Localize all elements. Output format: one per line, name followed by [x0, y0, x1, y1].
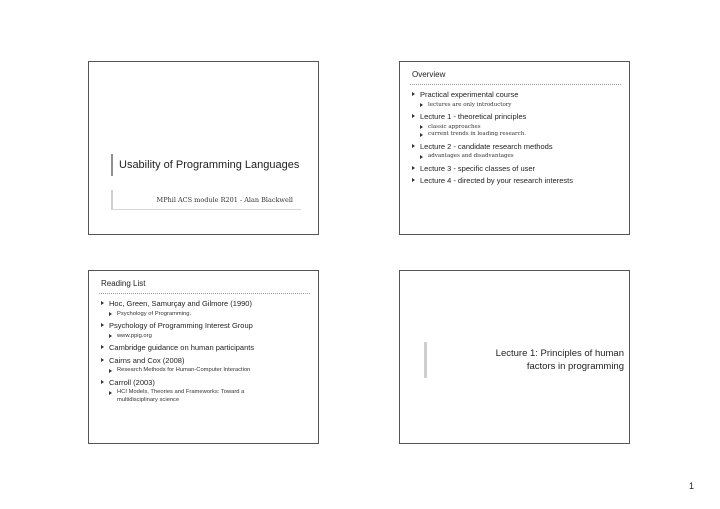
sub-bullet-text: Psychology of Programming.: [117, 310, 192, 317]
bullet-text: Cairns and Cox (2008): [109, 355, 185, 365]
bullet-text: Lecture 2 - candidate research methods: [420, 141, 553, 151]
sub-bullet-text: www.ppig.org: [117, 332, 152, 339]
sub-bullet-text: multidisciplinary science: [117, 396, 180, 403]
page-number: 1: [688, 481, 694, 491]
bullet-triangle-icon: [101, 345, 104, 349]
bullet-list: [101, 299, 312, 404]
slide-title-text: Usability of Programming Languages: [111, 154, 309, 176]
sub-bullet-item: [101, 333, 312, 341]
bullet-triangle-icon: [412, 178, 415, 182]
sub-bullet-item: [412, 131, 623, 139]
sub-bullet-item: [412, 124, 623, 132]
sub-bullet-text: HCI Models, Theories and Frameworks: Toward a: [117, 389, 245, 395]
bullet-text: Psychology of Programming Interest Group: [109, 321, 253, 330]
bullet-item: [412, 176, 623, 186]
sub-bullet-item: [412, 102, 623, 110]
bullet-item: [412, 142, 623, 152]
bullet-triangle-icon: [420, 125, 423, 129]
sub-bullet-item: [412, 153, 623, 161]
lecture-title-line: Lecture 1: Principles of human: [495, 348, 624, 359]
slide-lecture-title: [399, 270, 630, 444]
slide-heading: Overview: [412, 70, 446, 79]
sub-bullet-text: Research Methods for Human-Computer Interaction: [117, 367, 251, 373]
bullet-item: [412, 90, 623, 100]
sub-bullet-text: classic approaches: [428, 123, 481, 130]
bullet-triangle-icon: [412, 166, 415, 170]
bullet-text: Lecture 3 - specific classes of user: [420, 163, 536, 173]
heading-divider: [410, 84, 621, 85]
slide-subtitle: MPhil ACS module R201 - Alan Blackwell: [111, 190, 301, 210]
bullet-triangle-icon: [420, 155, 423, 159]
bullet-triangle-icon: [420, 133, 423, 137]
bullet-item: [101, 321, 312, 331]
slide-heading: Reading List: [101, 279, 146, 288]
bullet-text: Hoc, Green, Samurçay and Gilmore (1990): [109, 299, 252, 308]
sub-bullet-text: current trends in leading research.: [428, 131, 527, 137]
sub-bullet-text: advantages and disadvantages: [428, 153, 514, 159]
bullet-text: Practical experimental course: [420, 90, 519, 99]
bullet-item: [412, 164, 623, 174]
bullet-triangle-icon: [109, 334, 112, 338]
bullet-list: [412, 90, 623, 188]
bullet-triangle-icon: [420, 103, 423, 107]
bullet-text: Lecture 1 - theoretical principles: [420, 112, 527, 121]
sub-bullet-item: [101, 389, 312, 397]
slide-title: [88, 61, 319, 235]
bullet-triangle-icon: [412, 144, 415, 148]
sub-bullet-text: lectures are only introductory: [428, 101, 512, 108]
bullet-item: [101, 343, 312, 353]
sub-bullet-continuation: [101, 397, 312, 405]
bullet-item: [412, 112, 623, 122]
bullet-triangle-icon: [109, 369, 112, 373]
bullet-text: Carroll (2003): [109, 377, 155, 387]
sub-bullet-item: [101, 367, 312, 375]
bullet-triangle-icon: [412, 92, 415, 96]
bullet-item: [101, 378, 312, 388]
lecture-title: [424, 342, 624, 378]
heading-divider: [99, 293, 310, 294]
slide-reading-list: [88, 270, 319, 444]
bullet-text: Lecture 4 - directed by your research interests: [420, 176, 573, 185]
lecture-title-line: factors in programming: [526, 361, 624, 372]
sub-bullet-item: [101, 311, 312, 319]
bullet-triangle-icon: [101, 323, 104, 327]
bullet-triangle-icon: [109, 312, 112, 316]
bullet-item: [101, 299, 312, 309]
bullet-text: Cambridge guidance on human participants: [109, 343, 255, 352]
bullet-triangle-icon: [101, 358, 104, 362]
slide-overview: [399, 61, 630, 235]
bullet-triangle-icon: [101, 301, 104, 305]
bullet-triangle-icon: [101, 380, 104, 384]
bullet-item: [101, 356, 312, 366]
bullet-triangle-icon: [109, 391, 112, 395]
bullet-triangle-icon: [412, 114, 415, 118]
